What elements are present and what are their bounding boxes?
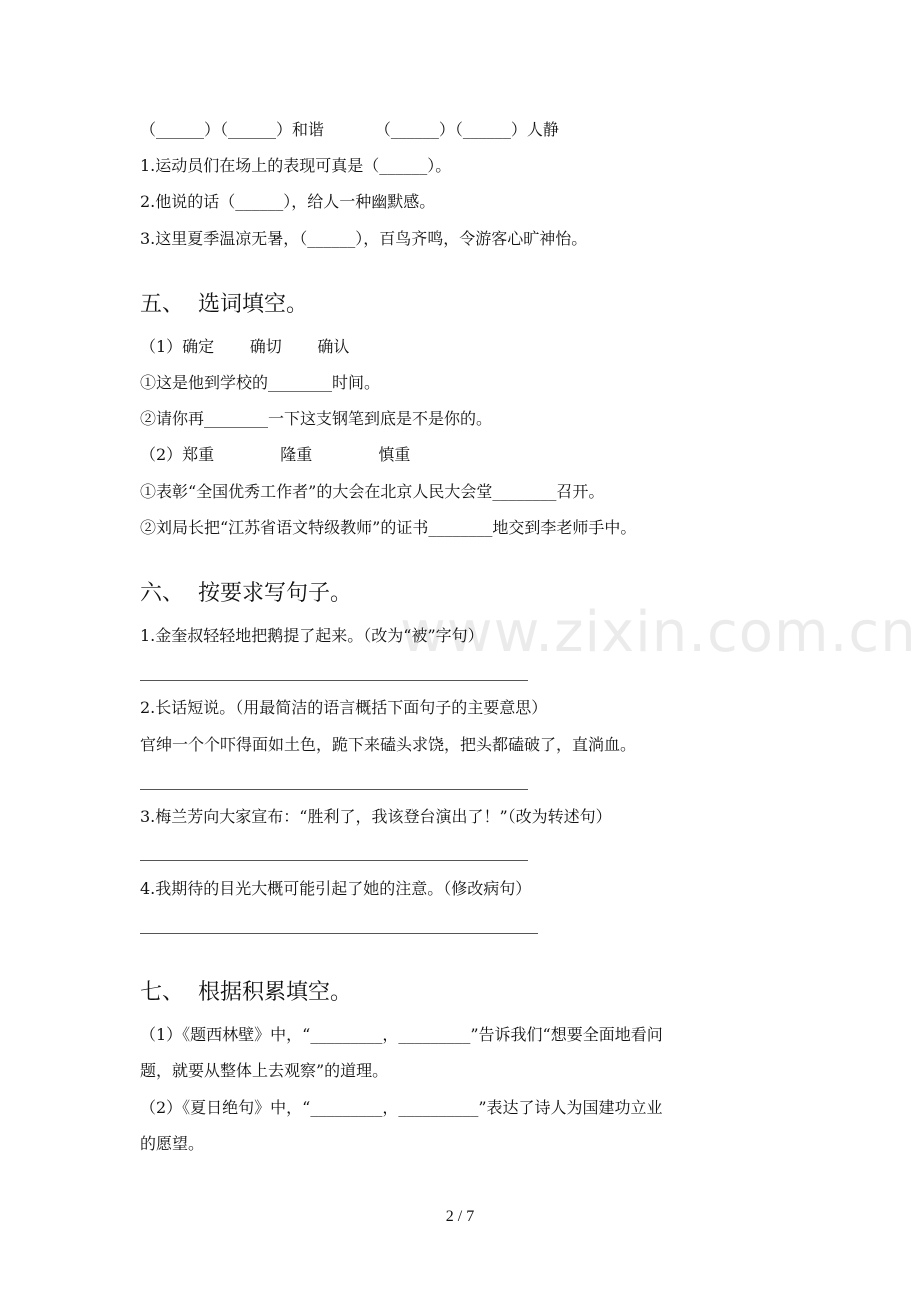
section5-title: 五、 选词填空。 <box>140 292 308 317</box>
answer-line-4 <box>140 933 538 934</box>
page-number: 2 / 7 <box>445 1208 475 1225</box>
section4-q3: 3.这里夏季温凉无暑，（______），百鸟齐鸣，令游客心旷神怡。 <box>140 229 588 248</box>
section5-g1q2: ②请你再________一下这支钢笔到底是不是你的。 <box>140 409 493 428</box>
section5-g2q1: ①表彰“全国优秀工作者”的大会在北京人民大会堂________召开。 <box>140 482 605 501</box>
section7-q2-line2: 的愿望。 <box>140 1134 205 1153</box>
section7-q2-line1: （2）《夏日绝句》中，“_________，__________”表达了诗人为国建功立业 <box>140 1098 663 1117</box>
section4-row0: （______）（______）和谐 （______）（______）人静 <box>140 120 559 139</box>
answer-line-3 <box>140 860 528 861</box>
section6-q2-text: 官绅一个个吓得面如土色，跪下来磕头求饶，把头都磕破了，直淌血。 <box>140 735 637 754</box>
section6-q1: 1.金奎叔轻轻地把鹅提了起来。（改为“被”字句） <box>140 626 484 645</box>
section7-q1-line1: （1）《题西林壁》中，“_________，_________”告诉我们“想要全面地看问 <box>140 1025 663 1044</box>
section4-q1: 1.运动员们在场上的表现可真是（______）。 <box>140 156 452 175</box>
section6-q4: 4.我期待的目光大概可能引起了她的注意。（修改病句） <box>140 879 532 898</box>
section5-g2q2: ②刘局长把“江苏省语文特级教师”的证书________地交到李老师手中。 <box>140 518 637 537</box>
section5-g1q1: ①这是他到学校的________时间。 <box>140 373 381 392</box>
section4-q2: 2.他说的话（______），给人一种幽默感。 <box>140 192 436 211</box>
answer-line-2 <box>140 789 528 790</box>
answer-line-1 <box>140 680 528 681</box>
section6-title: 六、 按要求写句子。 <box>140 581 352 606</box>
watermark: www.zixin.com.cn <box>400 600 917 665</box>
section7-title: 七、 根据积累填空。 <box>140 980 352 1005</box>
section6-q2: 2.长话短说。（用最简洁的语言概括下面句子的主要意思） <box>140 698 548 717</box>
section7-q1-line2: 题，就要从整体上去观察”的道理。 <box>140 1061 389 1080</box>
section5-group1: （1）确定 确切 确认 <box>140 337 350 356</box>
section5-group2: （2）郑重 隆重 慎重 <box>140 445 411 464</box>
section6-q3: 3.梅兰芳向大家宣布：“胜利了，我该登台演出了！”（改为转述句） <box>140 807 612 826</box>
